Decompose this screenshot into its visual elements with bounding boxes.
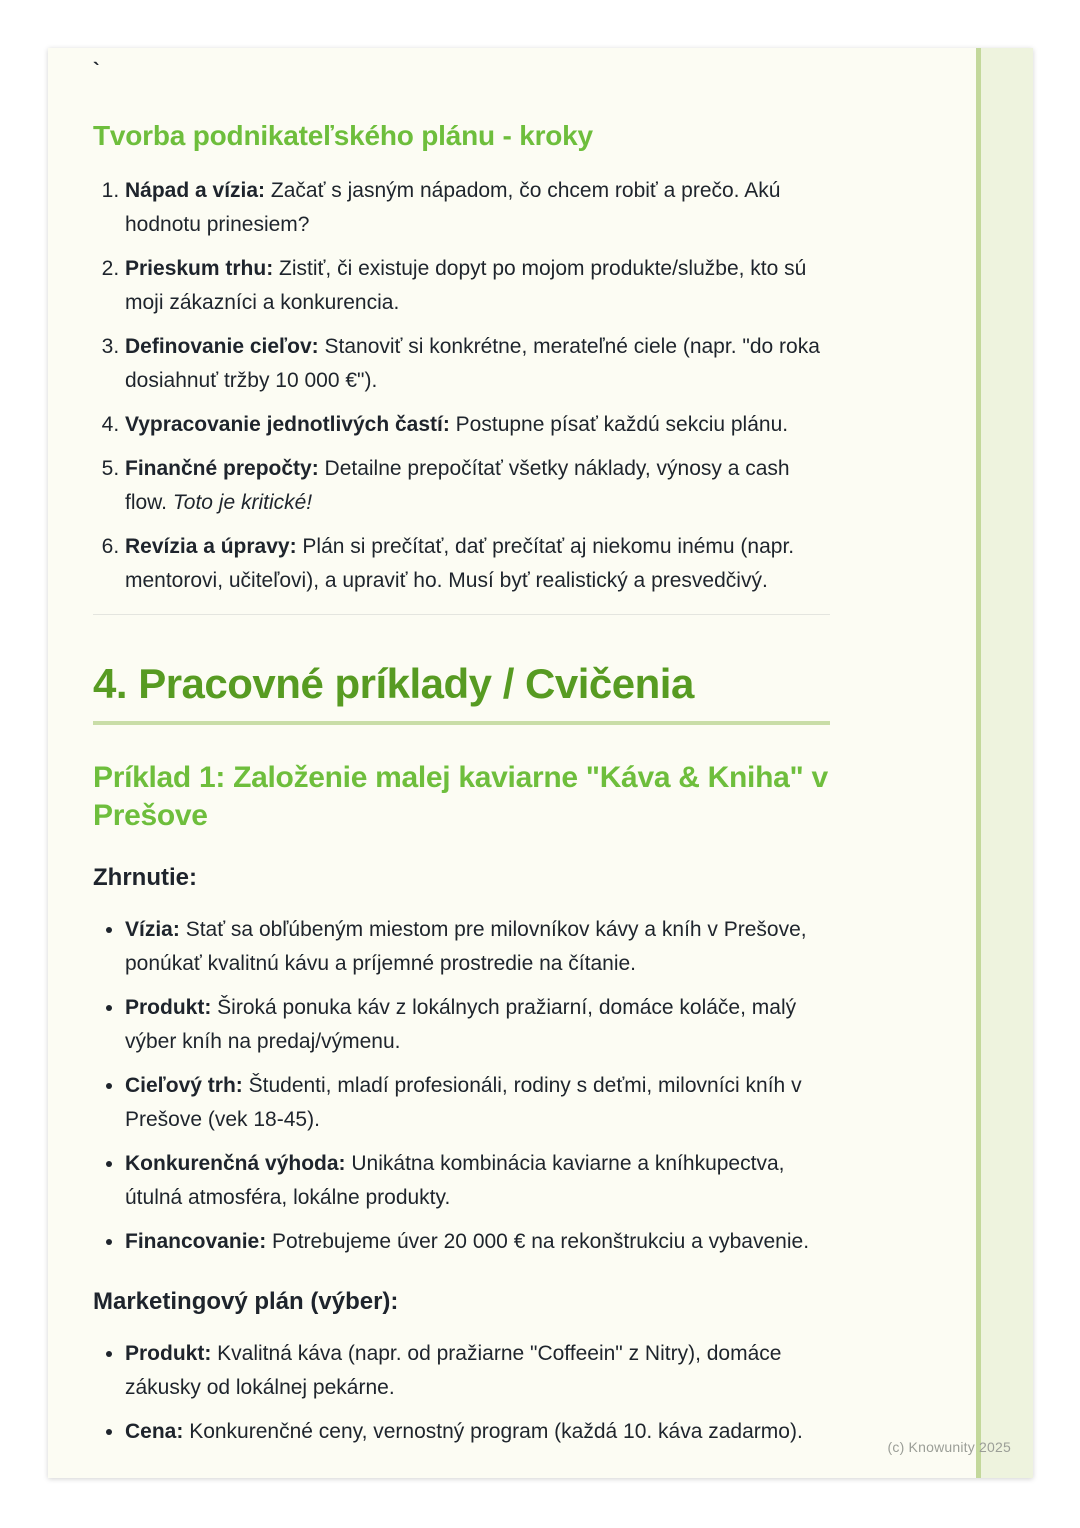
- step-text: Detailne prepočítať všetky náklady, výnosy a cash flow.: [125, 457, 790, 514]
- stray-backtick: `: [93, 60, 100, 82]
- steps-heading: Tvorba podnikateľského plánu - kroky: [93, 120, 593, 151]
- step-item: [125, 174, 830, 242]
- document-page: [48, 48, 1033, 1478]
- summary-list: [93, 913, 830, 1259]
- step-item: [125, 330, 830, 398]
- steps-list: [93, 174, 830, 598]
- bullet-label: Vízia:: [125, 918, 180, 941]
- step-text: Zistiť, či existuje dopyt po mojom produkte/službe, kto sú moji zákazníci a konkurencia.: [125, 257, 807, 314]
- step-text: Postupne písať každú sekciu plánu.: [449, 413, 789, 436]
- step-label: Vypracovanie jednotlivých častí:: [125, 413, 450, 436]
- bullet-text: Široká ponuka káv z lokálnych pražiarní, domáce koláče, malý výber kníh na predaj/výmenu.: [125, 996, 797, 1053]
- section-divider: [93, 614, 830, 615]
- bullet-text: Študenti, mladí profesionáli, rodiny s deťmi, milovníci kníh v Prešove (vek 18-45).: [125, 1074, 802, 1131]
- step-text: Začať s jasným nápadom, čo chcem robiť a prečo. Akú hodnotu prinesiem?: [125, 179, 781, 236]
- bullet-text: Potrebujeme úver 20 000 € na rekonštrukciu a vybavenie.: [266, 1230, 810, 1253]
- bullet-label: Produkt:: [125, 1342, 212, 1365]
- summary-label: Zhrnutie:: [93, 864, 197, 891]
- bullet-label: Cieľový trh:: [125, 1074, 243, 1097]
- step-note-italic: Toto je kritické!: [172, 491, 313, 514]
- bullet-label: Konkurenčná výhoda:: [125, 1152, 346, 1175]
- watermark: (c) Knowunity 2025: [887, 1439, 1011, 1455]
- step-label: Revízia a úpravy:: [125, 535, 297, 558]
- page-accent-strip: [976, 48, 1033, 1478]
- marketing-list: [93, 1337, 830, 1449]
- summary-item: [125, 1069, 830, 1137]
- summary-item: [125, 913, 830, 981]
- marketing-label: Marketingový plán (výber):: [93, 1288, 399, 1315]
- bullet-text: Kvalitná káva (napr. od pražiarne "Coffeein" z Nitry), domáce zákusky od lokálnej pekárne.: [125, 1342, 782, 1399]
- step-label: Definovanie cieľov:: [125, 335, 319, 358]
- summary-item: [125, 1225, 830, 1259]
- summary-item: [125, 1147, 830, 1215]
- step-text: Stanoviť si konkrétne, merateľné ciele (napr. "do roka dosiahnuť tržby 10 000 €").: [125, 335, 820, 392]
- step-item: [125, 452, 830, 520]
- bullet-text: Stať sa obľúbeným miestom pre milovníkov kávy a kníh v Prešove, ponúkať kvalitnú kávu a príjemné prostredie na čítanie.: [125, 918, 807, 975]
- example-heading: Príklad 1: Založenie malej kaviarne "Káva & Kniha" v Prešove: [93, 761, 828, 832]
- document-content: [93, 48, 830, 1459]
- step-label: Prieskum trhu:: [125, 257, 274, 280]
- summary-item: [125, 991, 830, 1059]
- section-heading: 4. Pracovné príklady / Cvičenia: [93, 661, 830, 725]
- bullet-label: Produkt:: [125, 996, 212, 1019]
- step-text: Plán si prečítať, dať prečítať aj niekomu inému (napr. mentorovi, učiteľovi), a upraviť ho. Musí byť realistický a presvedčivý.: [125, 535, 795, 592]
- step-label: Nápad a vízia:: [125, 179, 266, 202]
- bullet-label: Financovanie:: [125, 1230, 267, 1253]
- bullet-label: Cena:: [125, 1420, 184, 1443]
- step-item: [125, 408, 830, 442]
- bullet-text: Konkurenčné ceny, vernostný program (každá 10. káva zadarmo).: [183, 1420, 803, 1443]
- bullet-text: Unikátna kombinácia kaviarne a kníhkupectva, útulná atmosféra, lokálne produkty.: [125, 1152, 785, 1209]
- marketing-item: [125, 1337, 830, 1405]
- step-item: [125, 252, 830, 320]
- marketing-item: [125, 1415, 830, 1449]
- step-label: Finančné prepočty:: [125, 457, 319, 480]
- step-item: [125, 530, 830, 598]
